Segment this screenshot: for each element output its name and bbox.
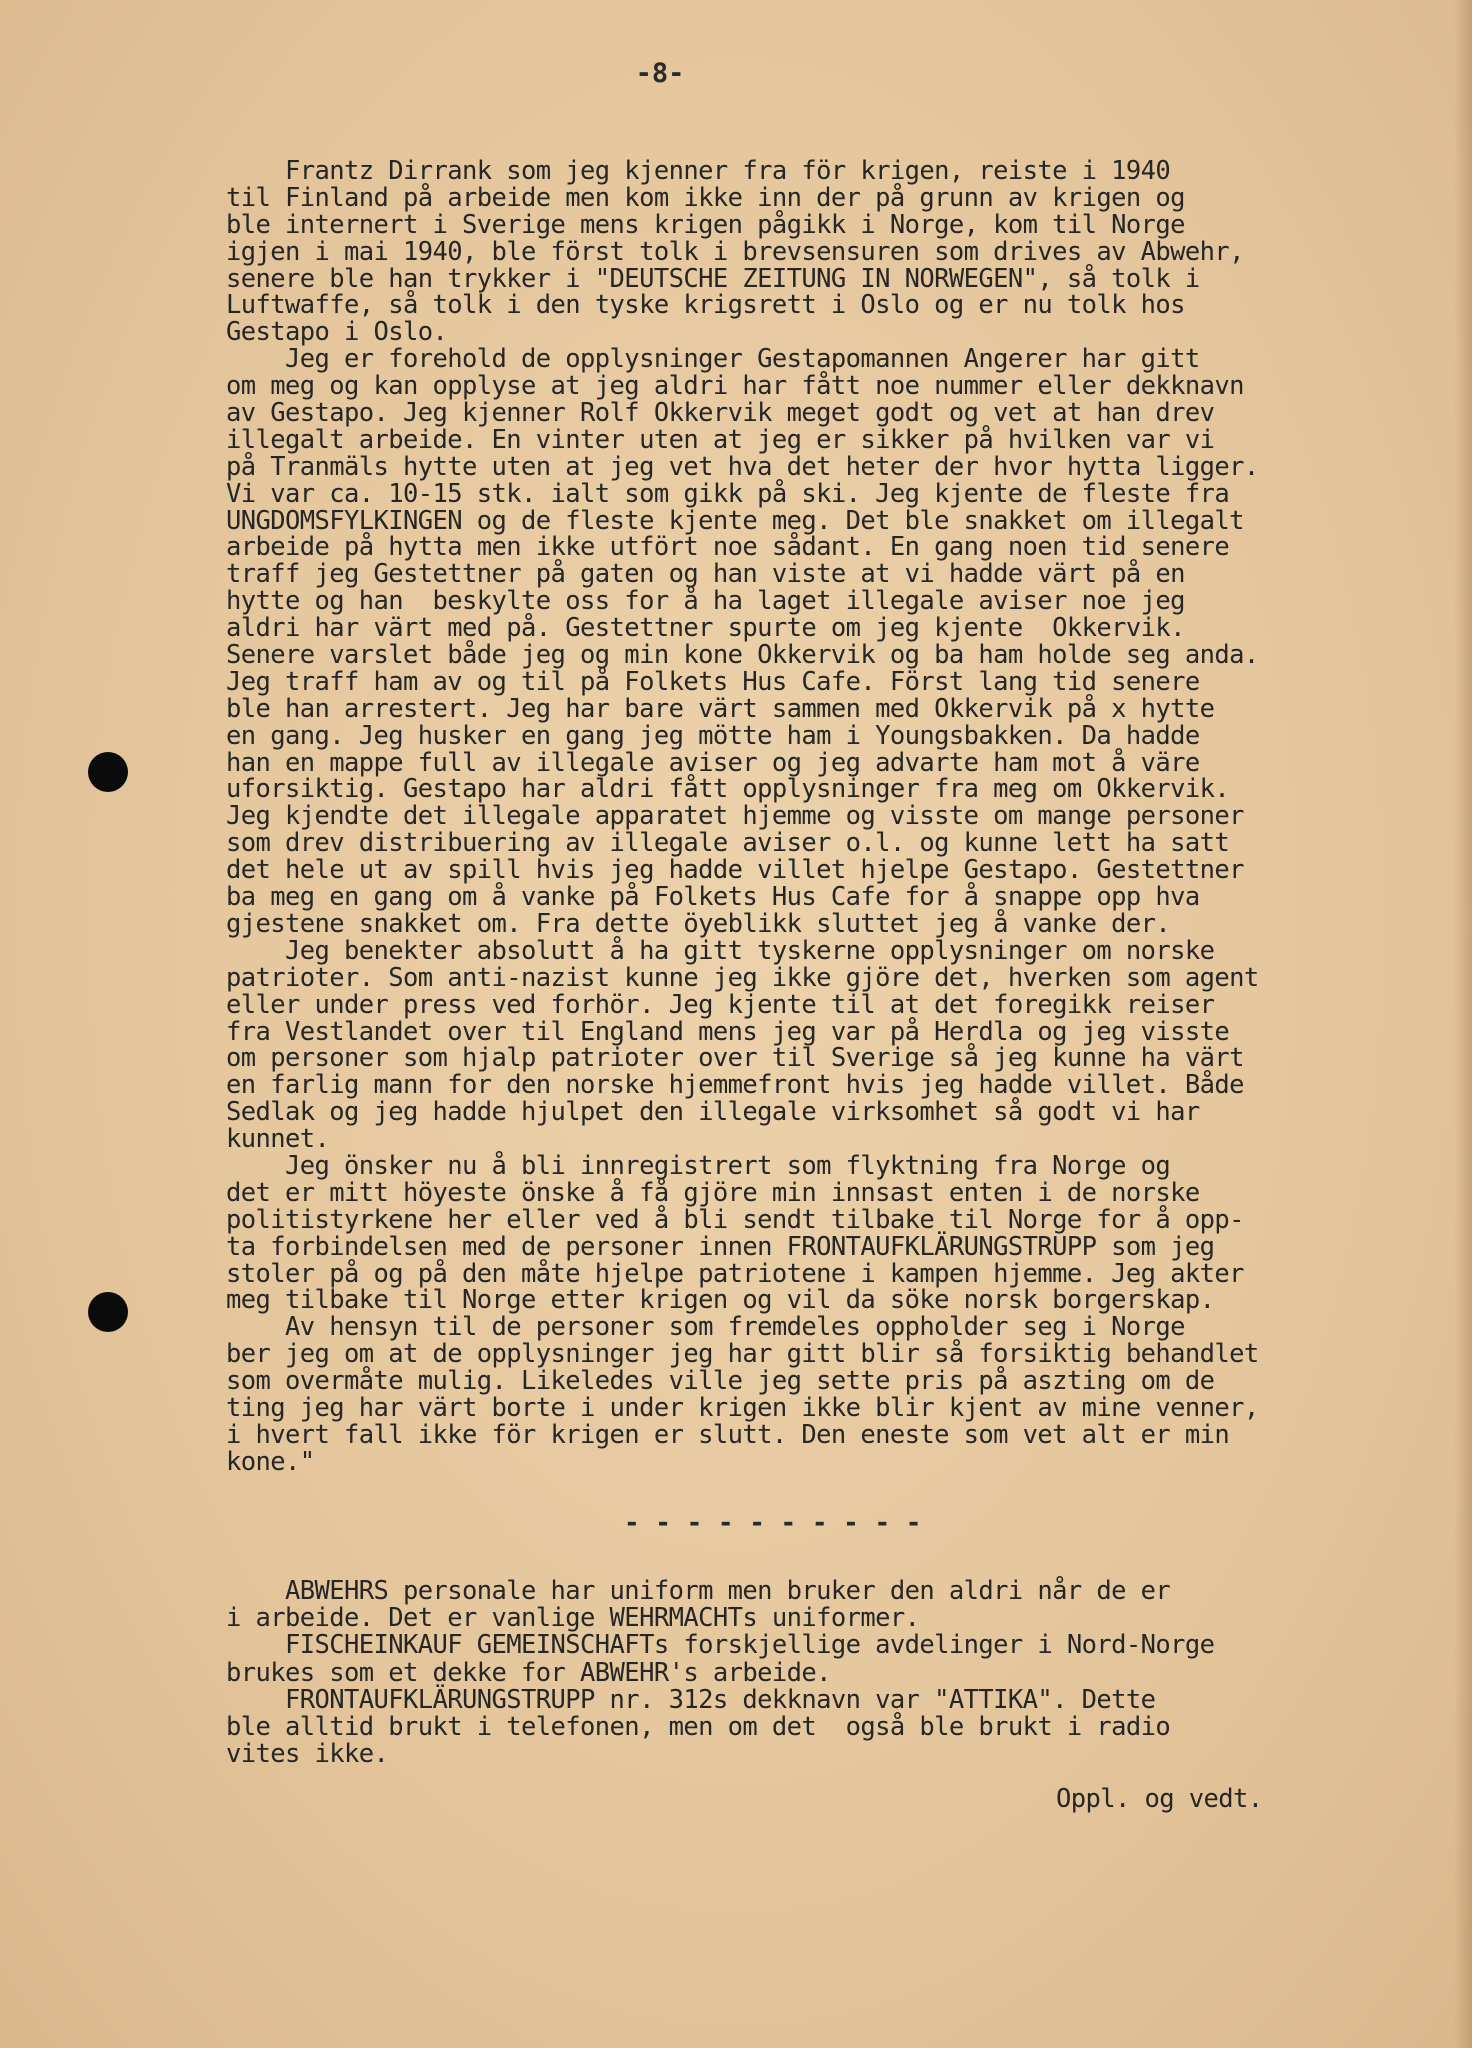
statement-line: det hele ut av spill hvis jeg hadde villet hjelpe Gestapo. Gestettner bbox=[226, 855, 1244, 886]
statement-line: ble internert i Sverige mens krigen pågikk i Norge, kom til Norge bbox=[226, 209, 1185, 240]
notes-line: FISCHEINKAUF GEMEINSCHAFTs forskjellige avdelinger i Nord-Norge bbox=[226, 1630, 1215, 1661]
statement-line: politistyrkene her eller ved å bli sendt tilbake til Norge for å opp- bbox=[226, 1204, 1244, 1235]
statement-line: som drev distribuering av illegale aviser o.l. og kunne lett ha satt bbox=[226, 828, 1230, 859]
statement-line: UNGDOMSFYLKINGEN og de fleste kjente meg. Det ble snakket om illegalt bbox=[226, 505, 1244, 536]
notes-section bbox=[226, 1578, 1406, 1768]
statement-line: ba meg en gang om å vanke på Folkets Hus Cafe for å snappe opp hva bbox=[226, 882, 1200, 913]
statement-line: meg tilbake til Norge etter krigen og vil da söke norsk borgerskap. bbox=[226, 1285, 1215, 1316]
statement-line: i hvert fall ikke för krigen er slutt. Den eneste som vet alt er min bbox=[226, 1419, 1230, 1450]
notes-line: brukes som et dekke for ABWEHR's arbeide. bbox=[226, 1657, 831, 1688]
statement-body bbox=[226, 158, 1406, 1476]
statement-line: om meg og kan opplyse at jeg aldri har fått noe nummer eller dekknavn bbox=[226, 371, 1244, 402]
statement-line: kone." bbox=[226, 1446, 315, 1477]
statement-line: Jeg kjendte det illegale apparatet hjemme og visste om mange personer bbox=[226, 801, 1244, 832]
statement-line: ting jeg har värt borte i under krigen ikke blir kjent av mine venner, bbox=[226, 1392, 1259, 1423]
statement-line: Senere varslet både jeg og min kone Okkervik og ba ham holde seg anda. bbox=[226, 640, 1259, 671]
statement-line: Jeg er forehold de opplysninger Gestapomannen Angerer har gitt bbox=[226, 344, 1200, 375]
statement-line: som overmåte mulig. Likeledes ville jeg sette pris på aszting om de bbox=[226, 1366, 1215, 1397]
statement-line: en farlig mann for den norske hjemmefront hvis jeg hadde villet. Både bbox=[226, 1070, 1244, 1101]
statement-line: kunnet. bbox=[226, 1124, 330, 1155]
statement-line: på Tranmäls hytte uten at jeg vet hva det heter der hvor hytta ligger. bbox=[226, 451, 1259, 482]
statement-line: ble han arrestert. Jeg har bare värt sammen med Okkervik på x hytte bbox=[226, 693, 1215, 724]
notes-line: ble alltid brukt i telefonen, men om det også ble brukt i radio bbox=[226, 1711, 1171, 1742]
punch-hole-lower bbox=[88, 1292, 128, 1332]
notes-line: ABWEHRS personale har uniform men bruker den aldri når de er bbox=[226, 1576, 1171, 1606]
statement-line: det er mitt höyeste önske å få gjöre min innsast enten i de norske bbox=[226, 1177, 1200, 1208]
punch-hole-upper bbox=[88, 752, 128, 792]
statement-line: Vi var ca. 10-15 stk. ialt som gikk på ski. Jeg kjente de fleste fra bbox=[226, 478, 1230, 509]
statement-line: til Finland på arbeide men kom ikke inn der på grunn av krigen og bbox=[226, 182, 1185, 213]
statement-line: Gestapo i Oslo. bbox=[226, 317, 448, 348]
statement-line: patrioter. Som anti-nazist kunne jeg ikke gjöre det, hverken som agent bbox=[226, 962, 1259, 993]
notes-line: vites ikke. bbox=[226, 1739, 389, 1770]
signoff: Oppl. og vedt. bbox=[1056, 1784, 1263, 1814]
statement-line: Frantz Dirrank som jeg kjenner fra för krigen, reiste i 1940 bbox=[226, 156, 1171, 186]
statement-line: uforsiktig. Gestapo har aldri fått opplysninger fra meg om Okkervik. bbox=[226, 774, 1230, 805]
statement-line: fra Vestlandet over til England mens jeg var på Herdla og jeg visste bbox=[226, 1016, 1230, 1047]
statement-line: senere ble han trykker i "DEUTSCHE ZEITUNG IN NORWEGEN", så tolk i bbox=[226, 263, 1200, 294]
statement-line: stoler på og på den måte hjelpe patriotene i kampen hjemme. Jeg akter bbox=[226, 1258, 1244, 1289]
statement-line: Sedlak og jeg hadde hjulpet den illegale virksomhet så godt vi har bbox=[226, 1097, 1200, 1128]
page-number: -8- bbox=[635, 58, 685, 89]
notes-line: i arbeide. Det er vanlige WEHRMACHTs uniformer. bbox=[226, 1603, 920, 1634]
statement-line: eller under press ved forhör. Jeg kjente til at det foregikk reiser bbox=[226, 989, 1215, 1020]
statement-line: illegalt arbeide. En vinter uten at jeg er sikker på hvilken var vi bbox=[226, 424, 1215, 455]
section-separator: - - - - - - - - - - bbox=[624, 1508, 922, 1538]
statement-line: aldri har värt med på. Gestettner spurte om jeg kjente Okkervik. bbox=[226, 613, 1185, 644]
statement-line: gjestene snakket om. Fra dette öyeblikk sluttet jeg å vanke der. bbox=[226, 908, 1171, 939]
statement-line: ber jeg om at de opplysninger jeg har gitt blir så forsiktig behandlet bbox=[226, 1339, 1259, 1370]
statement-line: Av hensyn til de personer som fremdeles oppholder seg i Norge bbox=[226, 1312, 1185, 1343]
statement-line: Jeg traff ham av og til på Folkets Hus Cafe. Först lang tid senere bbox=[226, 666, 1200, 697]
statement-line: igjen i mai 1940, ble först tolk i brevsensuren som drives av Abwehr, bbox=[226, 236, 1244, 267]
notes-line: FRONTAUFKLÄRUNGSTRUPP nr. 312s dekknavn var "ATTIKA". Dette bbox=[226, 1684, 1156, 1715]
statement-line: traff jeg Gestettner på gaten og han viste at vi hadde värt på en bbox=[226, 559, 1185, 590]
statement-line: av Gestapo. Jeg kjenner Rolf Okkervik meget godt og vet at han drev bbox=[226, 398, 1215, 429]
statement-line: Jeg benekter absolutt å ha gitt tyskerne opplysninger om norske bbox=[226, 935, 1215, 966]
statement-line: arbeide på hytta men ikke utfört noe sådant. En gang noen tid senere bbox=[226, 532, 1230, 563]
statement-line: en gang. Jeg husker en gang jeg mötte ham i Youngsbakken. Da hadde bbox=[226, 720, 1200, 751]
statement-line: han en mappe full av illegale aviser og jeg advarte ham mot å väre bbox=[226, 747, 1200, 778]
statement-line: Jeg önsker nu å bli innregistrert som flyktning fra Norge og bbox=[226, 1150, 1171, 1181]
statement-line: ta forbindelsen med de personer innen FRONTAUFKLÄRUNGSTRUPP som jeg bbox=[226, 1231, 1215, 1262]
page-edge-shadow bbox=[1454, 0, 1472, 2048]
statement-line: hytte og han beskylte oss for å ha laget illegale aviser noe jeg bbox=[226, 586, 1185, 617]
statement-line: om personer som hjalp patrioter over til Sverige så jeg kunne ha värt bbox=[226, 1043, 1244, 1074]
statement-line: Luftwaffe, så tolk i den tyske krigsrett i Oslo og er nu tolk hos bbox=[226, 290, 1185, 321]
